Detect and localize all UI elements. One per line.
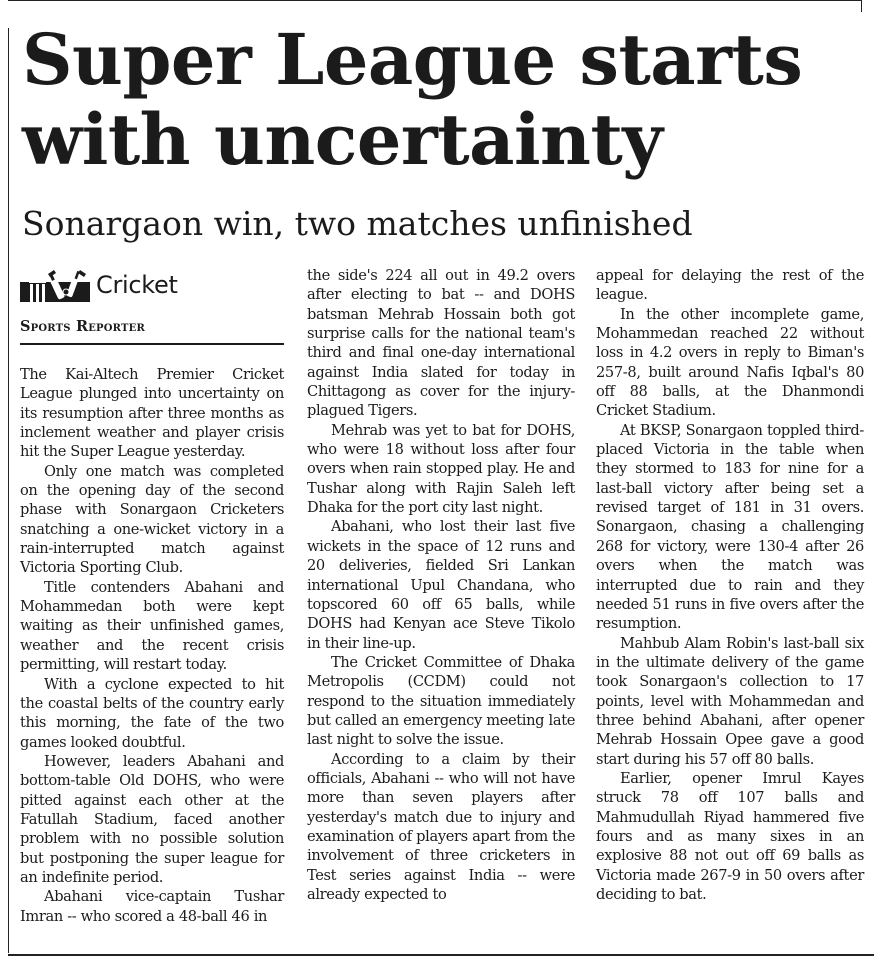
paragraph: The Cricket Committee of Dhaka Metropolis (CCDM) could not respond to the situation immediately but called an emergency meeting late last night to solve the issue. [307,653,575,749]
headline [22,20,862,180]
cricket-bat-stumps-icon [20,268,90,302]
subheadline: Sonargaon win, two matches unfinished [22,204,693,243]
article-column-2 [307,266,575,904]
paragraph: However, leaders Abahani and bottom-table Old DOHS, who were pitted against each other at the Fatullah Stadium, faced another problem with no possible solution but postponing the super league for an indefinite period. [20,752,284,886]
article-column-1 [20,266,284,926]
paragraph: Abahani, who lost their last five wickets in the space of 12 runs and 20 deliveries, fielded Sri Lankan international Upul Chandana, who topscored 60 off 65 balls, while DOHS had Kenyan ace Steve Tikolo in their line-up. [307,518,575,652]
headline-line-1: Super League starts [22,18,803,101]
paragraph: At BKSP, Sonargaon toppled third-placed Victoria in the table when they stormed to 183 for nine for a last-ball victory after being set a revised target of 181 in 31 overs. Sonargaon, chasing a challenging 268 for victory, were 130-4 after 26 overs when the match was interrupted due to rain and they needed 51 runs in five overs after the resumption. [596,421,864,633]
top-rule [8,0,861,1]
paragraph: With a cyclone expected to hit the coastal belts of the country early this morning, the fate of the two games looked doubtful. [20,675,284,751]
bottom-rule [8,954,874,956]
section-label: Cricket [96,271,178,299]
paragraph: Abahani vice-captain Tushar Imran -- who scored a 48-ball 46 in [20,888,284,925]
paragraph: Earlier, opener Imrul Kayes struck 78 off 107 balls and Mahmudullah Riyad hammered five fours and as many sixes in an explosive 88 not out off 69 balls as Victoria made 267-9 in 50 overs after deciding to bat. [596,769,864,903]
paragraph: According to a claim by their officials, Abahani -- who will not have more than seven players after yesterday's match due to injury and examination of players apart from the involvement of three cricketers in Test series against India -- were already expected to [307,750,575,903]
paragraph: Mahbub Alam Robin's last-ball six in the ultimate delivery of the game took Sonargaon's collection to 17 points, level with Mohammedan and three behind Abahani, after opener Mehrab Hossain Opee gave a good start during his 57 off 80 balls. [596,634,864,768]
paragraph: appeal for delaying the rest of the league. [596,267,864,304]
paragraph: Title contenders Abahani and Mohammedan both were kept waiting as their unfinished games, weather and the recent crisis permitting, will restart today. [20,578,284,674]
headline-line-2: with uncertainty [22,98,663,181]
paragraph: The Kai-Altech Premier Cricket League plunged into uncertainty on its resumption after three months as inclement weather and player crisis hit the Super League yesterday. [20,366,284,461]
article-column-3 [596,266,864,904]
paragraph: In the other incomplete game, Mohammedan reached 22 without loss in 4.2 overs in reply to Biman's 257-8, built around Nafis Iqbal's 80 off 88 balls, at the Dhanmondi Cricket Stadium. [596,305,864,420]
byline: Sports Reporter [20,318,284,345]
left-rule [8,28,9,953]
paragraph: the side's 224 all out in 49.2 overs after electing to bat -- and DOHS batsman Mehrab Hossain both got surprise calls for the national team's third and final one-day international against India slated for today in Chittagong as cover for the injury-plagued Tigers. [307,267,575,420]
paragraph: Only one match was completed on the opening day of the second phase with Sonargaon Cricketers snatching a one-wicket victory in a rain-interrupted match against Victoria Sporting Club. [20,462,284,577]
section-tag [20,266,284,304]
top-right-rule [861,0,862,12]
paragraph: Mehrab was yet to bat for DOHS, who were 18 without loss after four overs when rain stopped play. He and Tushar along with Rajin Saleh left Dhaka for the port city last night. [307,421,575,517]
